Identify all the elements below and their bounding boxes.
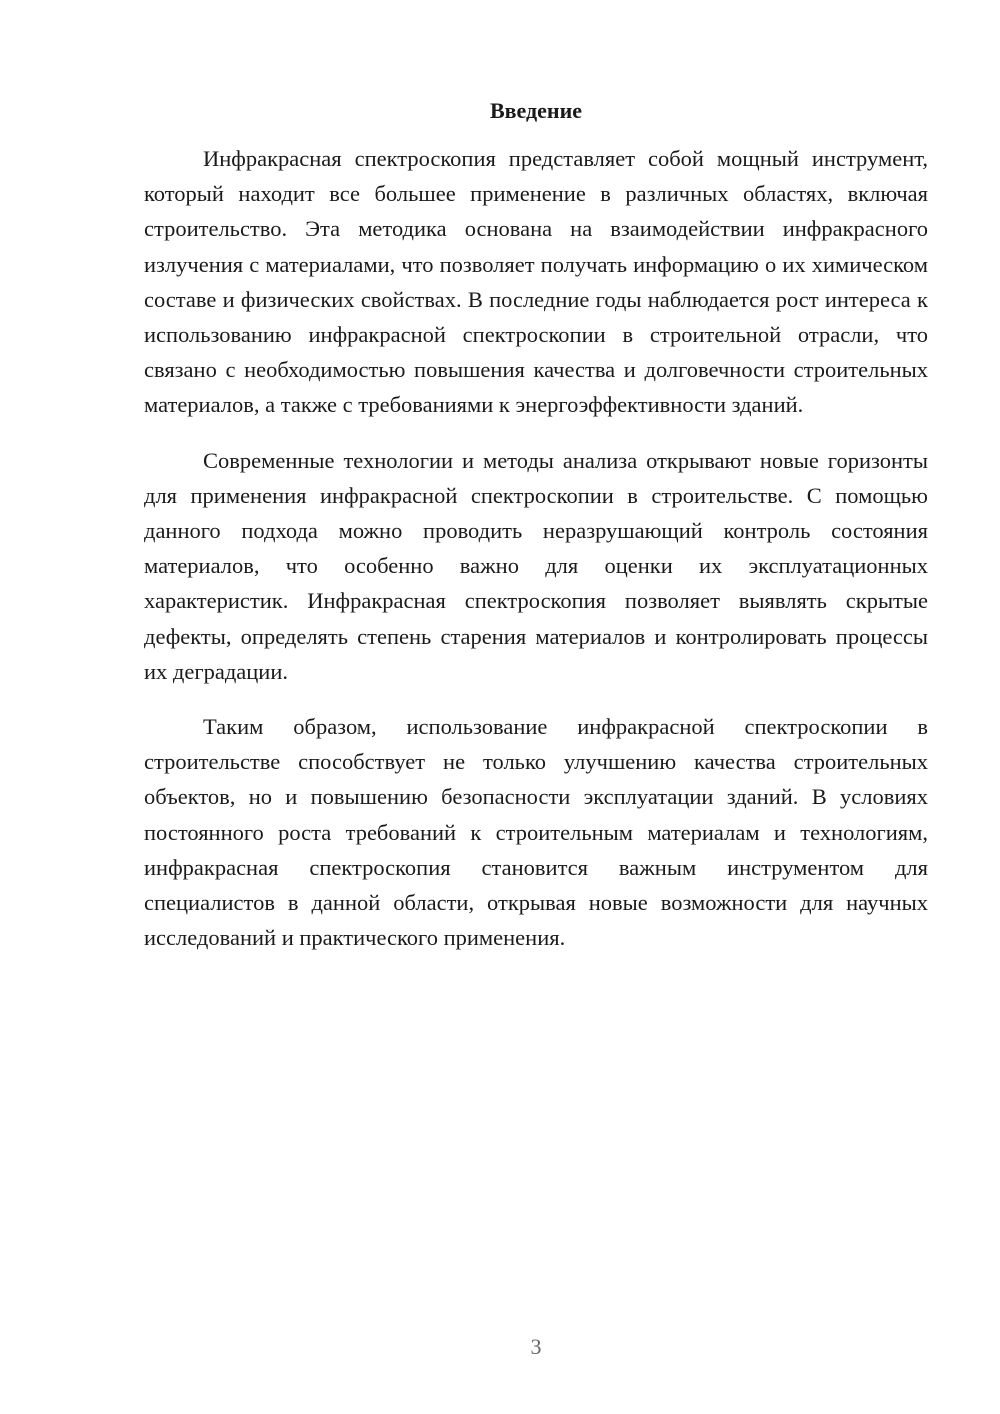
body-text [144, 141, 928, 975]
paragraph-2: Современные технологии и методы анализа открывают новые горизонты для применения инфракрасной спектроскопии в строительстве. С помощью данного подхода можно проводить неразрушающий контроль состояния материалов, что особенно важно для оценки их эксплуатационных характеристик. Инфракрасная спектроскопия позволяет выявлять скрытые дефекты, определять степень старения материалов и контролировать процессы их деградации. [144, 447, 928, 684]
section-title: Введение [489, 98, 583, 123]
paragraph-3: Таким образом, использование инфракрасной спектроскопии в строительстве способствует не только улучшению качества строительных объектов, но и повышению безопасности эксплуатации зданий. В условиях постоянного роста требований к строительным материалам и технологиям, инфракрасная спектроскопия становится важным инструментом для специалистов в данной области, открывая новые возможности для научных исследований и практического применения. [144, 714, 928, 951]
page-number: 3 [530, 1334, 542, 1359]
paragraph-1: Инфракрасная спектроскопия представляет собой мощный инструмент, который находит все большее применение в различных областях, включая строительство. Эта методика основана на взаимодействии инфракрасного излучения с материалами, что позволяет получать информацию о их химическом составе и физических свойствах. В последние годы наблюдается рост интереса к использованию инфракрасной спектроскопии в строительной отрасли, что связано с необходимостью повышения качества и долговечности строительных материалов, а также с требованиями к энергоэффективности зданий. [144, 146, 928, 418]
